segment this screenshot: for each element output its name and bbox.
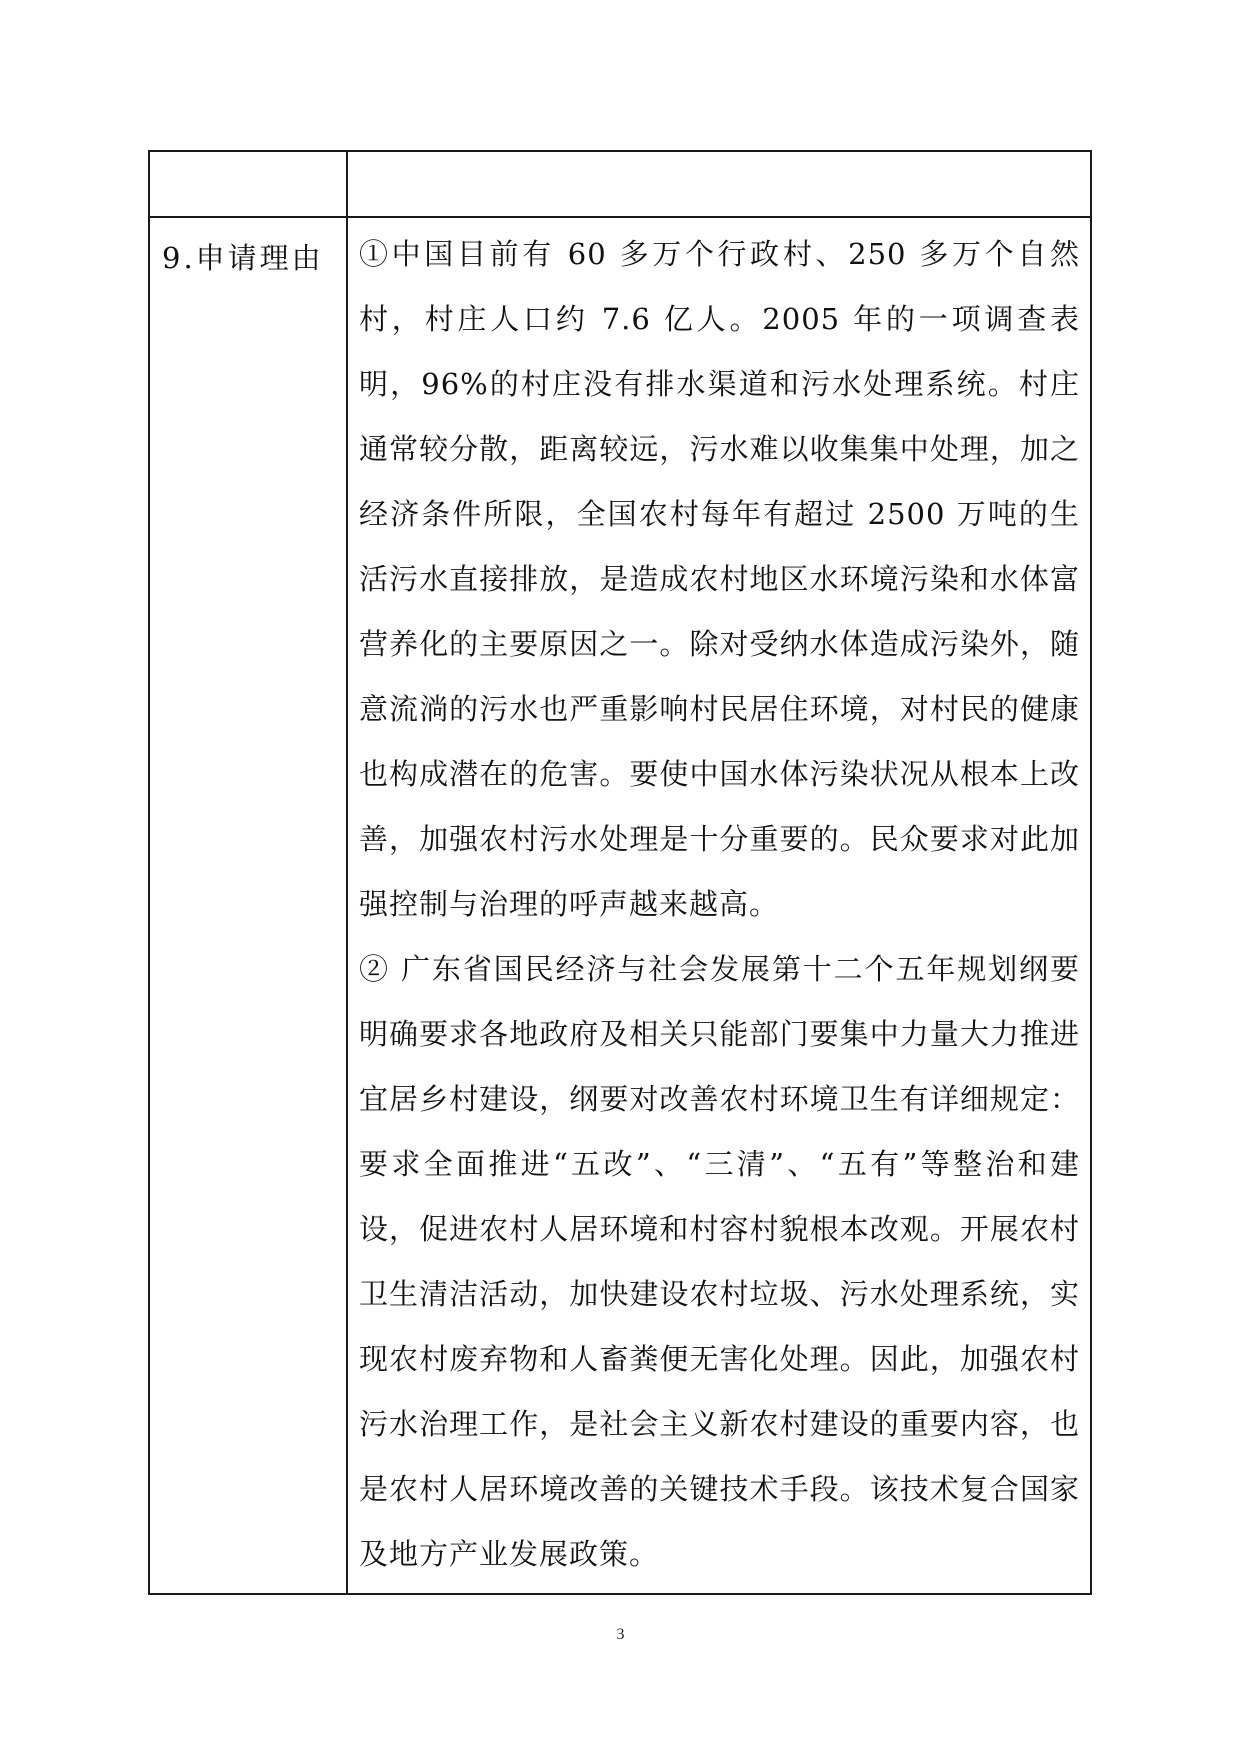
application-reason-content xyxy=(347,217,1091,1594)
table-row-blank xyxy=(149,151,1091,217)
page-number: 3 xyxy=(616,1626,625,1643)
application-reason-label: 9.申请理由 xyxy=(149,217,347,1594)
table-row-application-reason xyxy=(149,217,1091,1594)
reason-paragraph-1: ①中国目前有 60 多万个行政村、250 多万个自然村，村庄人口约 7.6 亿人。2005 年的一项调查表明，96%的村庄没有排水渠道和污水处理系统。村庄通常较分散，距离较远，污水难以收集集中处理，加之经济条件所限，全国农村每年有超过 2500 万吨的生活污水直接排放，是造成农村地区水环境污染和水体富营养化的主要原因之一。除对受纳水体造成污染外，随意流淌的污水也严重影响村民居住环境，对村民的健康也构成潜在的危害。要使中国水体污染状况从根本上改善，加强农村污水处理是十分重要的。民众要求对此加强控制与治理的呼声越来越高。 xyxy=(359,237,1080,921)
reason-paragraph-2: ② 广东省国民经济与社会发展第十二个五年规划纲要明确要求各地政府及相关只能部门要集中力量大力推进宜居乡村建设，纲要对改善农村环境卫生有详细规定：要求全面推进“五改”、“三清”、“五有”等整治和建设，促进农村人居环境和村容村貌根本改观。开展农村卫生清洁活动，加快建设农村垃圾、污水处理系统，实现农村废弃物和人畜粪便无害化处理。因此，加强农村污水治理工作，是社会主义新农村建设的重要内容，也是农村人居环境改善的关键技术手段。该技术复合国家及地方产业发展政策。 xyxy=(359,952,1080,1571)
blank-label-cell xyxy=(149,151,347,217)
blank-content-cell xyxy=(347,151,1091,217)
application-form-table xyxy=(148,150,1092,1595)
